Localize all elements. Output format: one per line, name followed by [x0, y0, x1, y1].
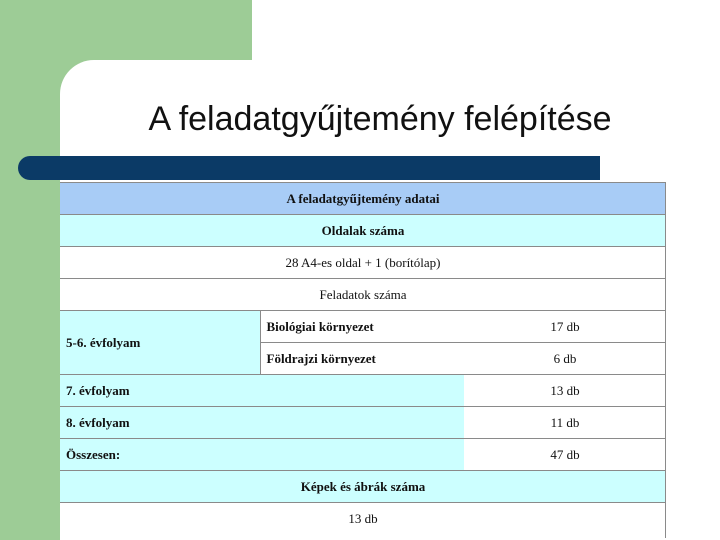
- images-label-cell: Képek és ábrák száma: [60, 471, 666, 503]
- data-table: [60, 182, 666, 535]
- table-row: [60, 407, 666, 439]
- grade-7-value-cell: 13 db: [464, 375, 666, 407]
- grade-8-value-cell: 11 db: [464, 407, 666, 439]
- geo-value-cell: 6 db: [464, 343, 666, 375]
- table-row: [60, 375, 666, 407]
- table-row: [60, 439, 666, 471]
- table-row: [60, 247, 666, 279]
- total-value-cell: 47 db: [464, 439, 666, 471]
- geo-label-cell: Földrajzi környezet: [260, 343, 464, 375]
- images-value-cell: 13 db: [60, 503, 666, 535]
- grade-7-cell: 7. évfolyam: [60, 375, 464, 407]
- table-row: [60, 215, 666, 247]
- table-row: [60, 503, 666, 535]
- table-header-row: [60, 183, 666, 215]
- table-header-cell: A feladatgyűjtemény adatai: [60, 183, 666, 215]
- title-underline-bar: [18, 156, 600, 180]
- total-label-cell: Összesen:: [60, 439, 464, 471]
- slide-title: A feladatgyűjtemény felépítése: [148, 100, 612, 138]
- pages-label-cell: Oldalak száma: [60, 215, 666, 247]
- grade-5-6-cell: 5-6. évfolyam: [60, 311, 260, 375]
- table-row: [60, 311, 666, 343]
- bio-label-cell: Biológiai környezet: [260, 311, 464, 343]
- pages-value-cell: 28 A4-es oldal + 1 (borítólap): [60, 247, 666, 279]
- table-row: [60, 279, 666, 311]
- grade-8-cell: 8. évfolyam: [60, 407, 464, 439]
- table-row: [60, 471, 666, 503]
- bio-value-cell: 17 db: [464, 311, 666, 343]
- tasks-label-cell: Feladatok száma: [60, 279, 666, 311]
